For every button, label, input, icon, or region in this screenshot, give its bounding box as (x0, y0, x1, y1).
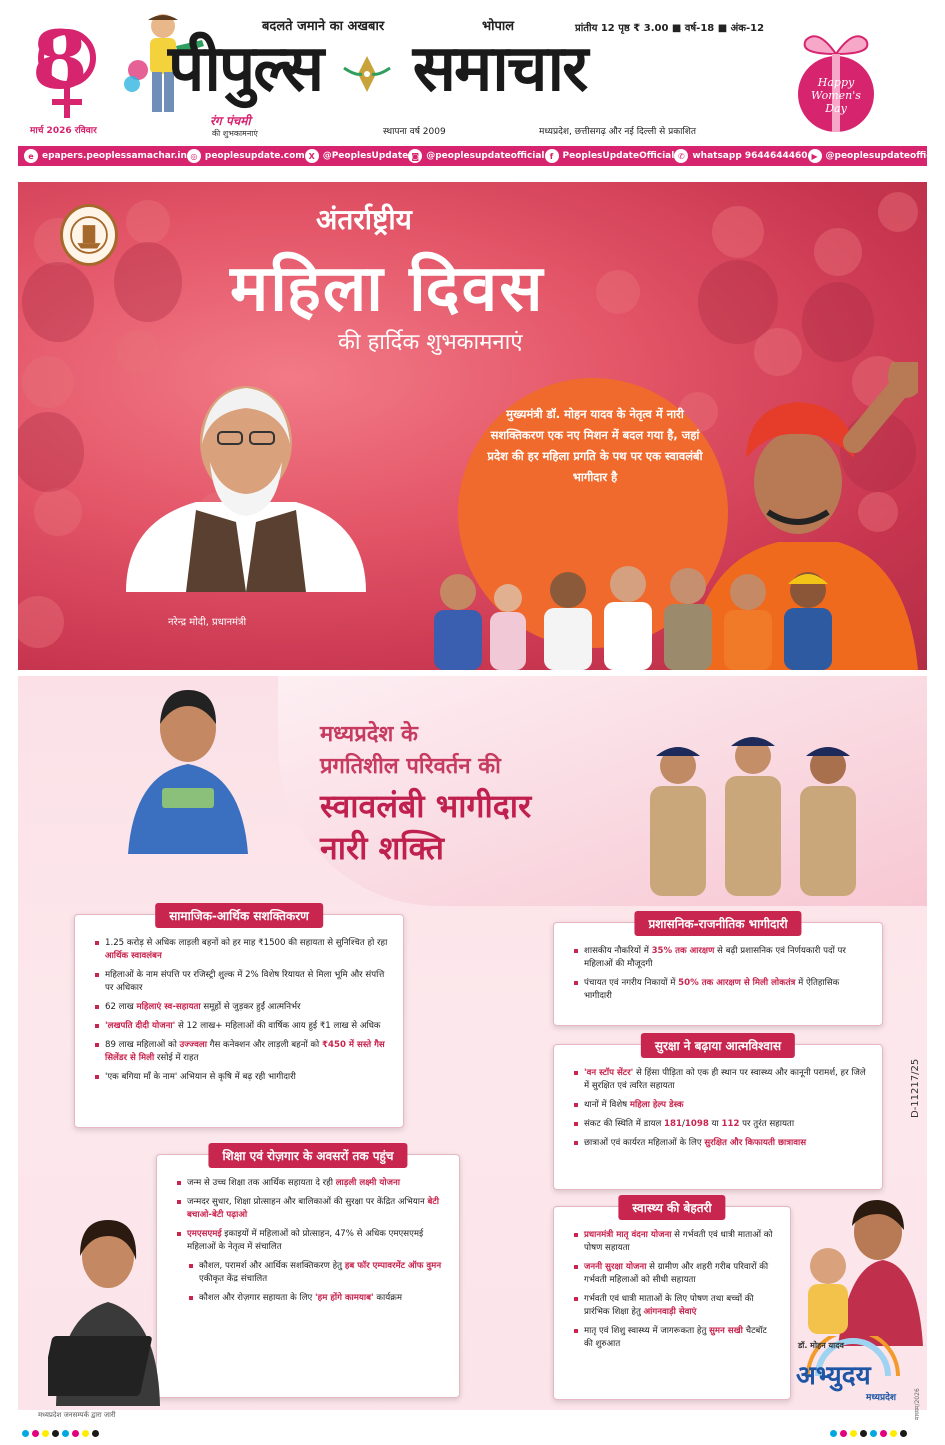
pen-nib-icon (342, 54, 392, 94)
holi-greeting: रंग पंचमी (210, 114, 251, 128)
color-dot (840, 1430, 847, 1437)
list-item: महिलाओं के नाम संपत्ति पर रजिस्ट्री शुल्क में 2% विशेष रियायत से मिला भूमि और संपत्ति पर अधिकार (95, 969, 389, 995)
abhyuday-logo (788, 1336, 918, 1406)
box-health (553, 1201, 791, 1400)
color-dot (860, 1430, 867, 1437)
hero-main-title: महिला दिवस (230, 251, 545, 326)
section-title-line4: नारी शक्ति (320, 829, 445, 867)
box-social-economic (74, 909, 404, 1128)
box-admin-head: प्रशासनिक-राजनीतिक भागीदारी (634, 911, 801, 936)
color-dot (22, 1430, 29, 1437)
list-item: जननी सुरक्षा योजना से ग्रामीण और शहरी गरीब परिवारों की गर्भवती महिलाओं को सीधी सहायता (574, 1261, 776, 1287)
globe-icon: e (24, 149, 38, 163)
list-item: कौशल और रोज़गार सहायता के लिए 'हम होंगे कामयाब' कार्यक्रम (177, 1292, 445, 1305)
city-edition: भोपाल (482, 19, 515, 34)
social-link[interactable] (545, 149, 675, 163)
color-dot (72, 1430, 79, 1437)
pm-caption: नरेन्द्र मोदी, प्रधानमंत्री (168, 617, 247, 628)
girl-with-laptop-photo (48, 1216, 178, 1406)
list-item: जन्मदर सुधार, शिक्षा प्रोत्साहन और बालिकाओं की सुरक्षा पर केंद्रित अभियान बेटी बचाओ-बेटी पढ़ाओ (177, 1196, 445, 1222)
list-item: छात्राओं एवं कार्यरत महिलाओं के लिए सुरक्षित और किफायती छात्रावास (574, 1137, 868, 1150)
hero-pre-title: अंतर्राष्ट्रीय (316, 203, 412, 236)
social-bar (18, 146, 944, 166)
section-title-line3: स्वावलंबी भागीदार (320, 787, 532, 825)
womens-day-badge: Happy Women's Day (811, 76, 861, 115)
color-dot (52, 1430, 59, 1437)
box-admin-list (574, 945, 868, 1003)
footnote: मध्यप्रदेश जनसम्पर्क द्वारा जारी (38, 1411, 116, 1419)
social-link[interactable] (408, 149, 544, 163)
social-link-label: epapers.peoplessamachar.in (42, 151, 187, 161)
list-item: 'लखपति दीदी योजना' से 12 लाख+ महिलाओं की वार्षिक आय हुई ₹1 लाख से अधिक (95, 1020, 389, 1033)
box-social-economic-list (95, 937, 389, 1084)
woman-with-money-photo (128, 684, 248, 854)
state-emblem-icon (60, 204, 118, 266)
logo-right: समाचार (412, 31, 587, 106)
social-link-label: whatsapp 9644644460 (692, 151, 808, 161)
social-link[interactable] (305, 149, 409, 163)
social-link[interactable] (24, 149, 187, 163)
list-item: एमएसएमई इकाइयों में महिलाओं को प्रोत्साहन, 47% से अधिक एमएसएमई महिलाओं के नेतृत्व में संचालित (177, 1228, 445, 1254)
box-safety (553, 1039, 883, 1190)
box-health-list (574, 1229, 776, 1351)
color-dot (870, 1430, 877, 1437)
facebook-icon: f (545, 149, 559, 163)
list-item: 'एक बगिया माँ के नाम' अभियान से कृषि में बढ़ रही भागीदारी (95, 1071, 389, 1084)
x-icon: X (305, 149, 319, 163)
edition-info: प्रांतीय 12 पृष्ठ ₹ 3.00 ■ वर्ष-18 ■ अंक-12 (575, 23, 765, 34)
holi-greeting-sub: की शुभकामनाएं (212, 129, 258, 138)
abhyuday-main: अभ्युदय (796, 1361, 871, 1391)
instagram-icon: ◙ (408, 149, 422, 163)
color-dot (900, 1430, 907, 1437)
box-admin (553, 917, 883, 1026)
list-item: कौशल, परामर्श और आर्थिक सशक्तिकरण हेतु हब फॉर एम्पावरमेंट ऑफ वुमन एकीकृत केंद्र संचालित (177, 1260, 445, 1286)
color-dot (82, 1430, 89, 1437)
abhyuday-sub: मध्यप्रदेश (866, 1393, 897, 1403)
social-link-label: PeoplesUpdateOfficial (562, 151, 675, 161)
box-education-head: शिक्षा एवं रोज़गार के अवसरों तक पहुंच (208, 1143, 407, 1168)
box-safety-list (574, 1067, 868, 1150)
police-women-photo (628, 726, 878, 896)
mother-child-photo (788, 1196, 923, 1346)
newspaper-logo[interactable] (168, 30, 763, 108)
color-dot (92, 1430, 99, 1437)
web-icon: ◎ (187, 149, 201, 163)
list-item: प्रधानमंत्री मातृ वंदना योजना से गर्भवती एवं धात्री माताओं को पोषण सहायता (574, 1229, 776, 1255)
box-health-head: स्वास्थ्य की बेहतरी (618, 1195, 725, 1220)
list-item: संकट की स्थिति में डायल 181/1098 या 112 पर तुरंत सहायता (574, 1118, 868, 1131)
box-education (156, 1149, 460, 1398)
ad-code: D-11217/25 (910, 1058, 921, 1118)
social-link-label: @peoplesupdateofficial (825, 151, 944, 161)
list-item: मातृ एवं शिशु स्वास्थ्य में जागरूकता हेतु सुमन सखी चैटबॉट की शुरुआत (574, 1325, 776, 1351)
social-link[interactable] (187, 149, 305, 163)
pm-portrait (106, 372, 386, 592)
hero-banner (18, 182, 927, 670)
list-item: 89 लाख महिलाओं को उज्ज्वला गैस कनेक्शन और लाड़ली बहनों को ₹450 में सस्ते गैस सिलेंडर से मिली रसोई में राहत (95, 1039, 389, 1065)
list-item: 62 लाख महिलाएं स्व-सहायता समूहों से जुड़कर हुईं आत्मनिर्भर (95, 1001, 389, 1014)
box-education-list (177, 1177, 445, 1305)
date-badge (22, 13, 112, 120)
box-social-economic-head: सामाजिक-आर्थिक सशक्तिकरण (155, 903, 323, 928)
section-title-line1: मध्यप्रदेश के (320, 722, 418, 747)
list-item: शासकीय नौकरियों में 35% तक आरक्षण से बढ़ी प्रशासनिक एवं निर्णयकारी पदों पर महिलाओं की मौजूदगी (574, 945, 868, 971)
color-dot (880, 1430, 887, 1437)
color-dot (42, 1430, 49, 1437)
date-number: 8 (32, 13, 88, 107)
color-dot (830, 1430, 837, 1437)
cm-quote: मुख्यमंत्री डॉ. मोहन यादव के नेतृत्व में नारी सशक्तिकरण एक नए मिशन में बदल गया है, जहां प्रदेश की हर महिला प्रगति के पथ पर एक स्वावलंबी भागीदार है (487, 407, 703, 484)
published-regions: मध्यप्रदेश, छत्तीसगढ़ और नई दिल्ली से प्रकाशित (539, 127, 697, 137)
list-item: पंचायत एवं नगरीय निकायों में 50% तक आरक्षण से मिली लोकतंत्र में ऐतिहासिक भागीदारी (574, 977, 868, 1003)
social-link-label: @peoplesupdateofficial (426, 151, 545, 161)
social-link-label: @PeoplesUpdate (322, 151, 409, 161)
youtube-icon: ▶ (808, 149, 822, 163)
list-item: जन्म से उच्च शिक्षा तक आर्थिक सहायता दे रही लाड़ली लक्ष्मी योजना (177, 1177, 445, 1190)
abhyuday-top: डॉ. मोहन यादव (798, 1341, 844, 1350)
social-link-label: peoplesupdate.com (204, 151, 305, 161)
list-item: गर्भवती एवं धात्री माताओं के लिए पोषण तथा बच्चों की प्रारंभिक शिक्षा हेतु आंगनवाड़ी सेवाएं (574, 1293, 776, 1319)
schemes-section (18, 676, 927, 1419)
color-dot (32, 1430, 39, 1437)
social-link[interactable] (808, 149, 944, 163)
registration-marks-right (830, 1430, 907, 1437)
list-item: 'वन स्टॉप सेंटर' से हिंसा पीड़िता को एक ही स्थान पर स्वास्थ्य और कानूनी परामर्श, हर जिले में सुरक्षित एवं त्वरित सहायता (574, 1067, 868, 1093)
list-item: 1.25 करोड़ से अधिक लाड़ली बहनों को हर माह ₹1500 की सहायता से सुनिश्चित हो रहा आर्थिक स्वावलंबन (95, 937, 389, 963)
women-group-photo (418, 562, 878, 670)
date-strip: मार्च 2026 रविवार (30, 126, 97, 136)
whatsapp-icon: ✆ (674, 149, 688, 163)
ad-code-2: माध्यम/2026 (914, 1388, 921, 1420)
founded-year: स्थापना वर्ष 2009 (383, 127, 446, 137)
masthead (0, 0, 945, 142)
social-link[interactable] (674, 149, 807, 163)
color-dot (850, 1430, 857, 1437)
registration-marks-left (22, 1430, 99, 1437)
tagline: बदलते जमाने का अखबार (262, 19, 385, 34)
list-item: थानों में विशेष महिला हेल्प डेस्क (574, 1099, 868, 1112)
hero-sub-title: की हार्दिक शुभकामनाएं (338, 330, 523, 355)
box-safety-head: सुरक्षा ने बढ़ाया आत्मविश्वास (641, 1033, 795, 1058)
color-dot (62, 1430, 69, 1437)
section-title-line2: प्रगतिशील परिवर्तन की (320, 754, 501, 779)
color-dot (890, 1430, 897, 1437)
logo-left: पीपुल्स (168, 31, 323, 106)
